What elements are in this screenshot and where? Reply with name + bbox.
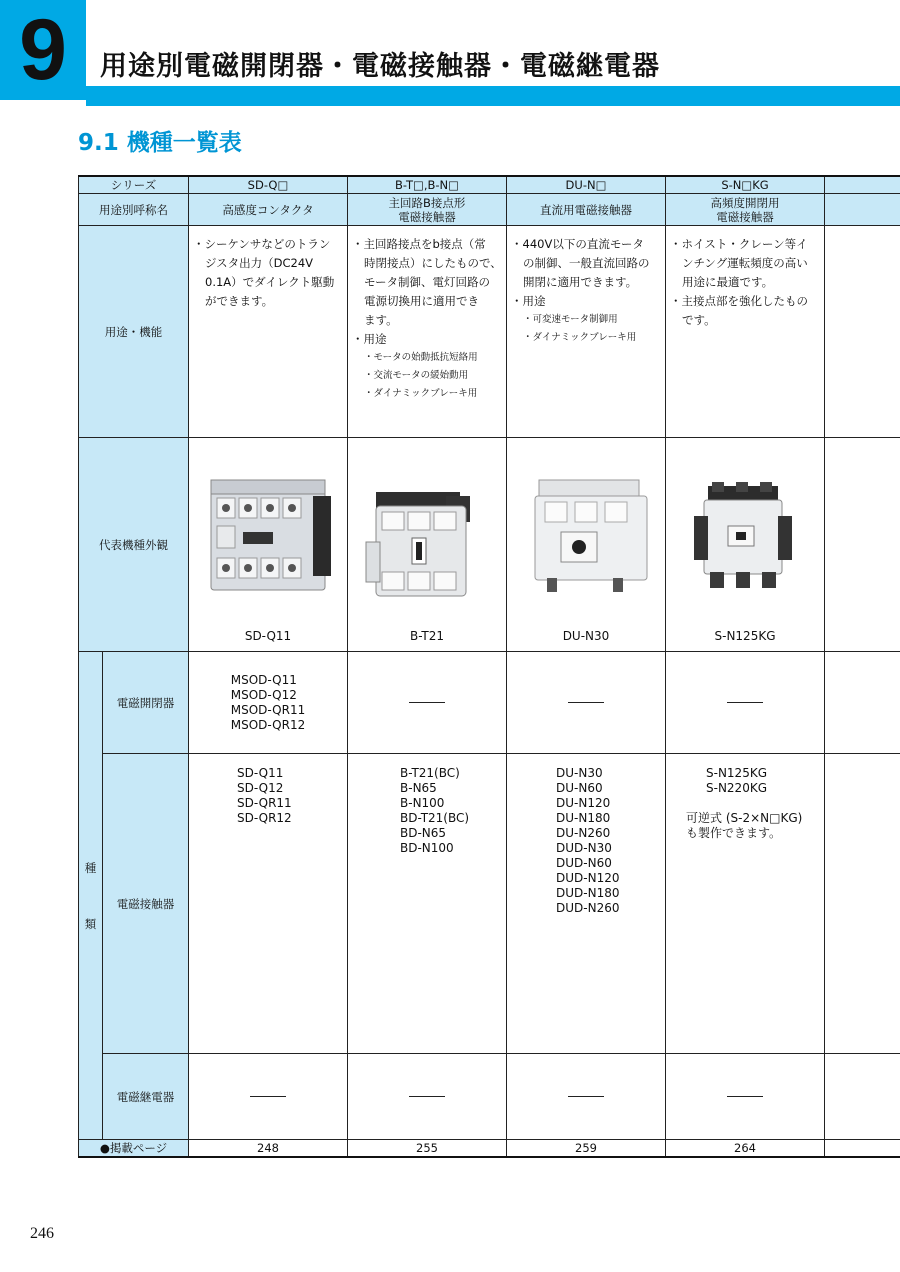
model-caption: SD-Q11 <box>244 629 292 643</box>
relay-cell <box>189 1054 348 1140</box>
switch-cell <box>507 652 666 754</box>
name-cell: 高感度コンタクタ <box>189 194 348 226</box>
dash <box>727 1096 763 1097</box>
relay-cell <box>666 1054 825 1140</box>
page-ref-cell[interactable]: 255 <box>348 1140 507 1158</box>
dash <box>727 702 763 703</box>
series-label: シリーズ <box>79 176 189 194</box>
chapter-number: 9 <box>0 0 86 100</box>
switch-label: 電磁開閉器 <box>103 652 189 754</box>
series-cell: SD-Q□ <box>189 176 348 194</box>
page-ref-cell[interactable]: 264 <box>666 1140 825 1158</box>
usage-cell: ・シーケンサなどのトラン ジスタ出力（DC24V 0.1A）でダイレクト駆動 ができます。 <box>189 226 348 438</box>
appearance-cell <box>348 438 507 652</box>
switch-cell <box>348 652 507 754</box>
model-caption: DU-N30 <box>562 629 610 643</box>
page-ref-cell[interactable]: 248 <box>189 1140 348 1158</box>
contactor-photo <box>362 486 492 606</box>
dash <box>568 1096 604 1097</box>
relay-label: 電磁継電器 <box>103 1054 189 1140</box>
contactor-row <box>79 754 900 1054</box>
switch-cell: MSOD-Q11 MSOD-Q12 MSOD-QR11 MSOD-QR12 <box>189 652 348 754</box>
appearance-cell <box>507 438 666 652</box>
series-cell: B-T□,B-N□ <box>348 176 507 194</box>
chapter-stripe <box>86 86 900 106</box>
series-row <box>79 176 900 194</box>
relay-row <box>79 1054 900 1140</box>
dash <box>409 1096 445 1097</box>
page-ref-cell[interactable]: 259 <box>507 1140 666 1158</box>
name-cell: 直流用電磁接触器 <box>507 194 666 226</box>
usage-cell: ・440V以下の直流モータ の制御、一般直流回路の 開閉に適用できます。 ・用途 ・可変速モータ制御用 ・ダイナミックブレーキ用 <box>507 226 666 438</box>
switch-cell <box>666 652 825 754</box>
contactor-cell: SD-Q11 SD-Q12 SD-QR11 SD-QR12 <box>189 754 348 1054</box>
relay-cell <box>507 1054 666 1140</box>
appearance-row <box>79 438 900 652</box>
appearance-cell <box>189 438 348 652</box>
kind-label: 種 類 <box>79 652 103 1140</box>
relay-cell <box>348 1054 507 1140</box>
chapter-header-bar <box>86 0 900 110</box>
model-list-table <box>78 175 900 1158</box>
series-cell: DU-N□ <box>507 176 666 194</box>
usage-cell: ・ホイスト・クレーン等イ ンチング運転頻度の高い 用途に最適です。 ・主接点部を強化したもの です。 <box>666 226 825 438</box>
dash <box>250 1096 286 1097</box>
dash <box>568 702 604 703</box>
model-caption: S-N125KG <box>714 629 776 643</box>
name-label: 用途別呼称名 <box>79 194 189 226</box>
dash <box>409 702 445 703</box>
usage-cell: ・主回路接点をb接点（常 時閉接点）にしたもので、 モータ制御、電灯回路の 電源切換用に適用でき ます。 ・用途 ・モータの始動抵抗短絡用 ・交流モータの緩始動用 ・ダイナミックブレーキ用 <box>348 226 507 438</box>
contactor-label: 電磁接触器 <box>103 754 189 1054</box>
switch-row <box>79 652 900 754</box>
page-ref-row <box>79 1140 900 1158</box>
contactor-photo <box>521 474 651 594</box>
appearance-label: 代表機種外観 <box>79 438 189 652</box>
contactor-photo <box>203 476 333 596</box>
name-cell: 高頻度開閉用 電磁接触器 <box>666 194 825 226</box>
contactor-cell: B-T21(BC) B-N65 B-N100 BD-T21(BC) BD-N65 BD-N100 <box>348 754 507 1054</box>
section-title: 9.1 機種一覧表 <box>78 130 242 156</box>
contactor-cell: DU-N30 DU-N60 DU-N120 DU-N180 DU-N260 DUD-N30 DUD-N60 DUD-N120 DUD-N180 DUD-N260 <box>507 754 666 1054</box>
contactor-cell: S-N125KG S-N220KG 可逆式 (S-2×N□KG) も製作できます。 <box>666 754 825 1054</box>
chapter-title: 用途別電磁開閉器・電磁接触器・電磁継電器 <box>100 51 660 82</box>
contactor-photo <box>690 482 800 592</box>
name-cell: 主回路B接点形 電磁接触器 <box>348 194 507 226</box>
page-ref-label: ●掲載ページ <box>79 1140 189 1158</box>
appearance-cell <box>666 438 825 652</box>
series-cell: S-N□KG <box>666 176 825 194</box>
usage-label: 用途・機能 <box>79 226 189 438</box>
usage-row <box>79 226 900 438</box>
page-number: 246 <box>30 1225 54 1242</box>
name-row <box>79 194 900 226</box>
model-caption: B-T21 <box>409 629 445 643</box>
